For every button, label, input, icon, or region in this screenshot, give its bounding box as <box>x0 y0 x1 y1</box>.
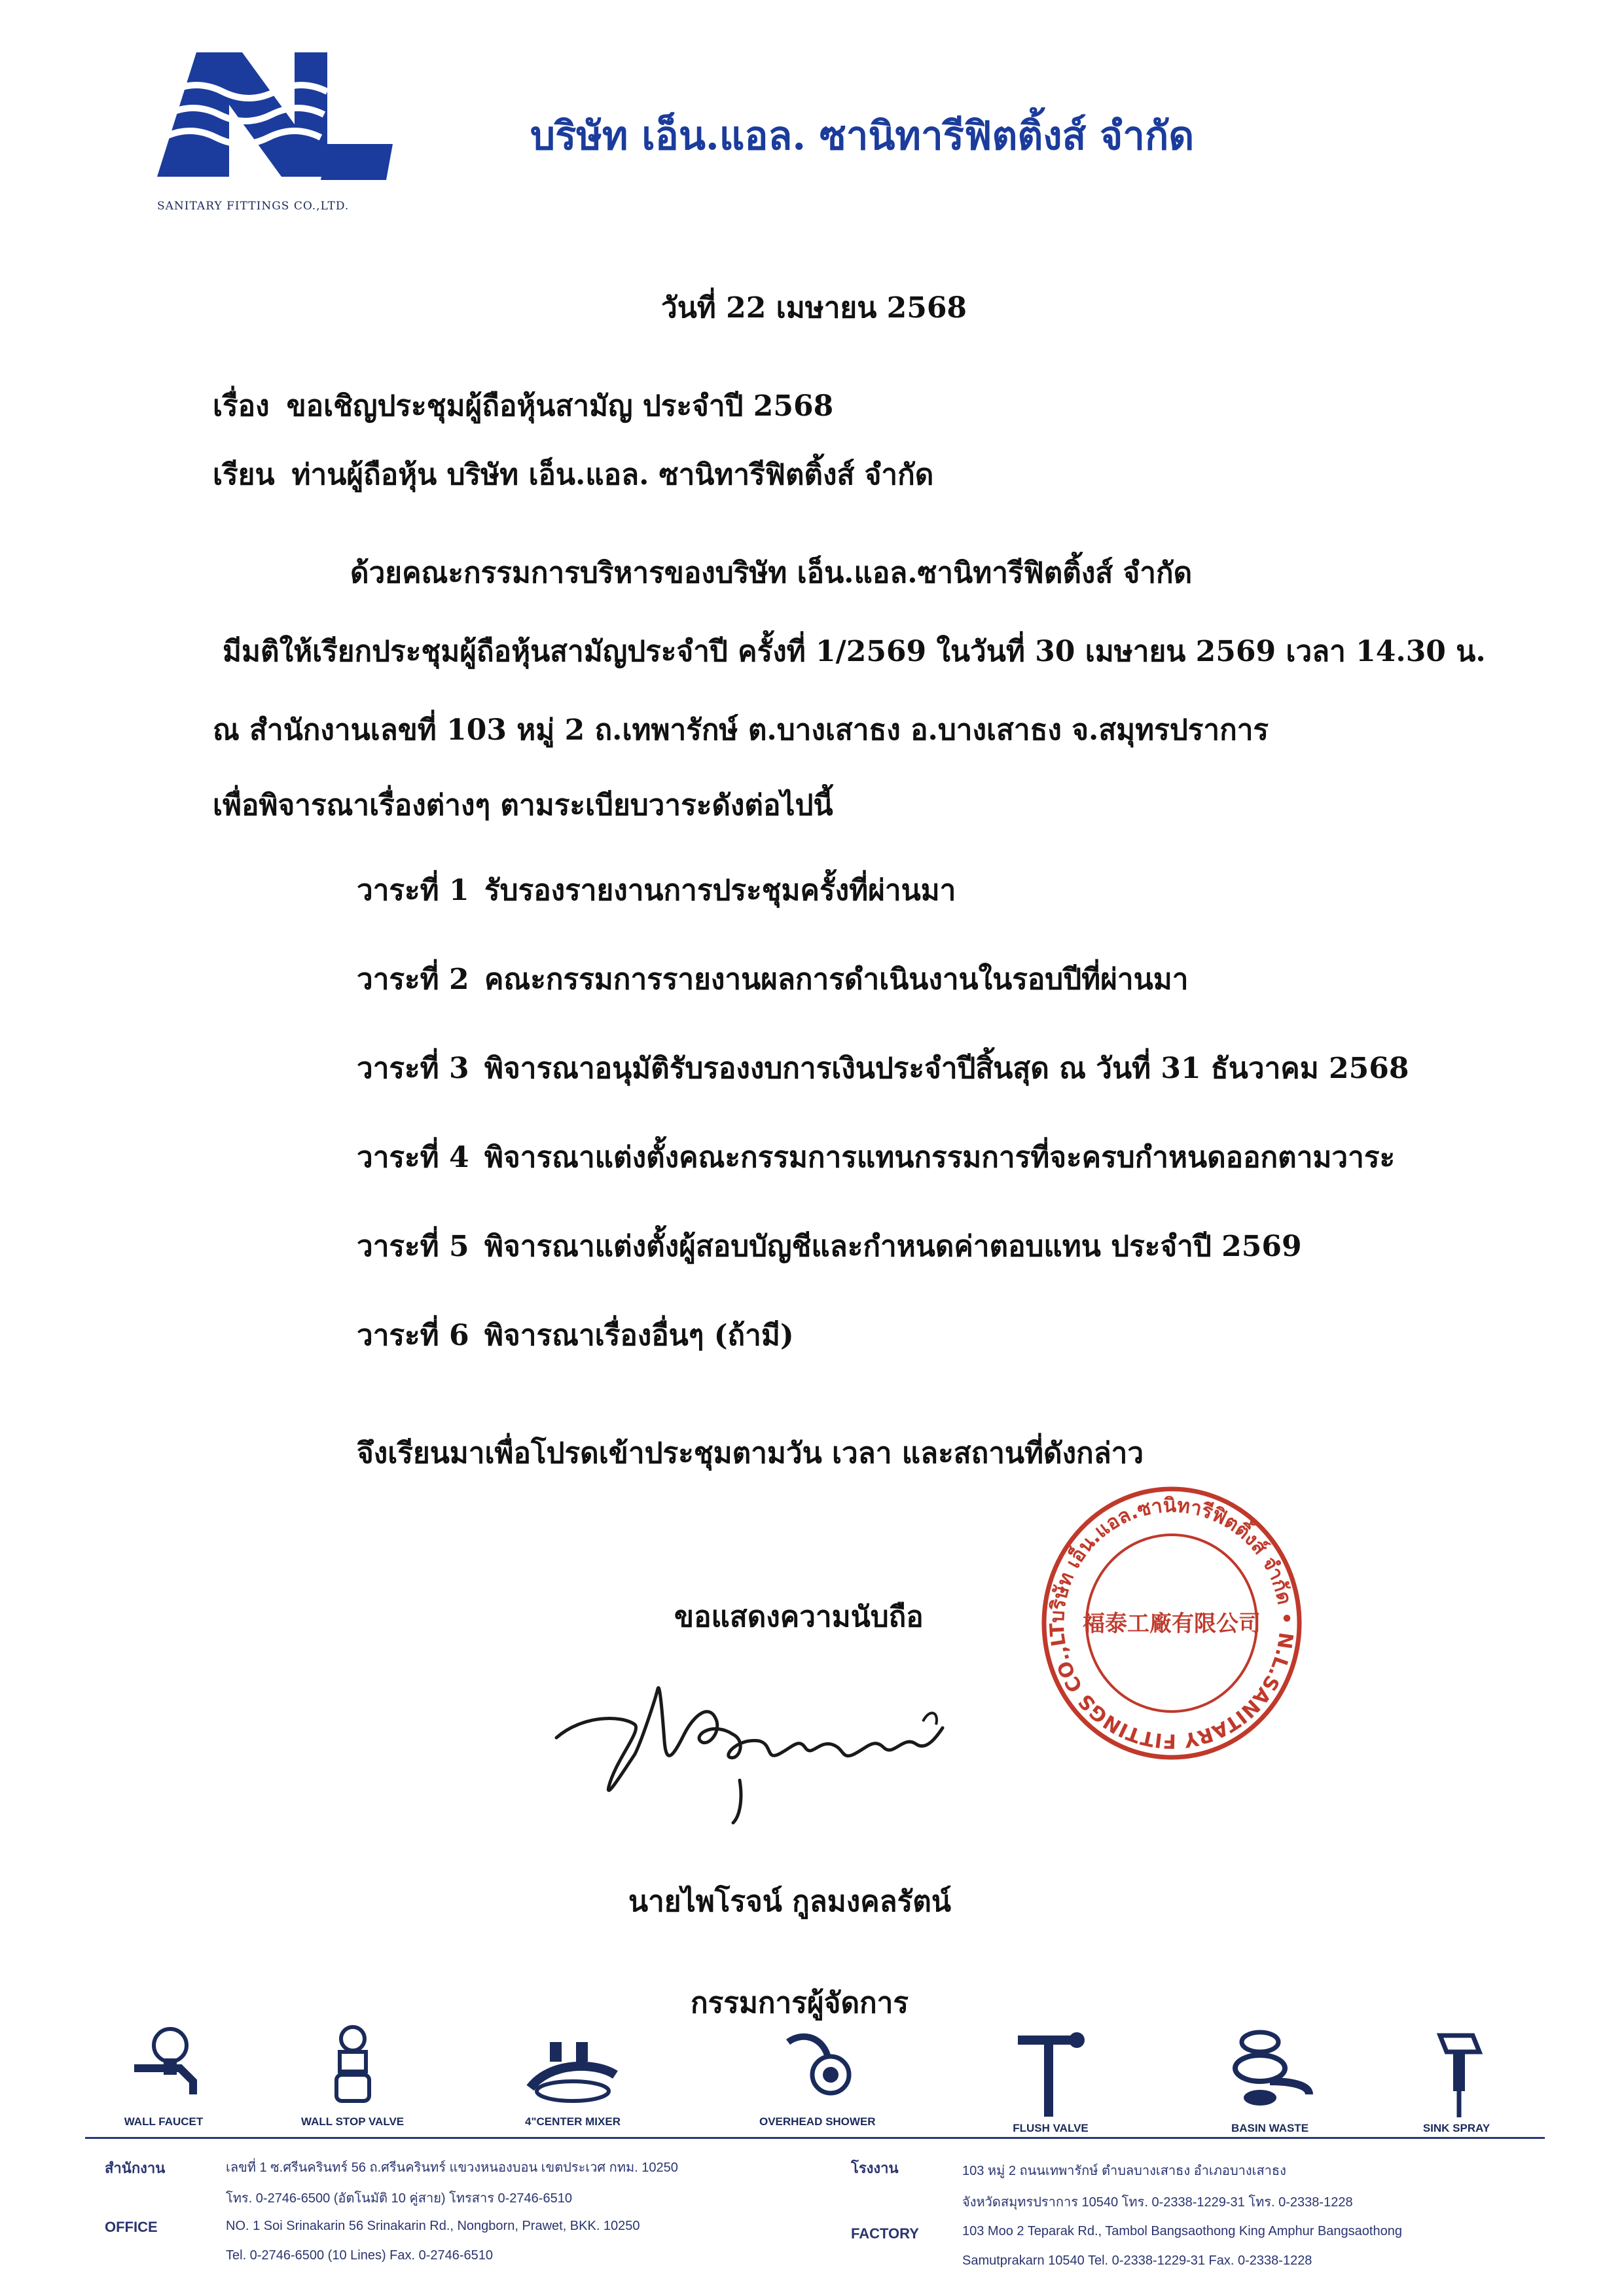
agenda-text: พิจารณาแต่งตั้งผู้สอบบัญชีและกำหนดค่าตอบแทน ประจำปี 2569 <box>484 1230 1302 1263</box>
signer-name: นายไพโรจน์ กูลมงคลรัตน์ <box>628 1885 951 1918</box>
overhead-shower-icon <box>775 2022 860 2114</box>
product-label: OVERHEAD SHOWER <box>759 2115 876 2128</box>
agenda-item <box>357 1312 1409 1401</box>
regards-text: ขอแสดงความนับถือ <box>674 1600 924 1634</box>
agenda-number: วาระที่ 4 <box>357 1141 469 1174</box>
center-mixer-icon <box>524 2022 622 2114</box>
closing-line: จึงเรียนมาเพื่อโปรดเข้าประชุมตามวัน เวลา และสถานที่ดังกล่าว <box>357 1437 1144 1470</box>
agenda-number: วาระที่ 6 <box>357 1319 469 1352</box>
agenda-text: คณะกรรมการรายงานผลการดำเนินงานในรอบปีที่ผ่านมา <box>484 963 1189 996</box>
product-center-mixer <box>524 2022 622 2128</box>
office-address-line: เลขที่ 1 ซ.ศรีนครินทร์ 56 ถ.ศรีนครินทร์ แขวงหนองบอน เขตประเวศ กทม. 10250 <box>226 2161 678 2175</box>
wall-faucet-icon <box>121 2022 206 2114</box>
seal-stamp-icon <box>1041 1486 1303 1761</box>
agenda-list <box>357 867 1409 1401</box>
recipient-row <box>213 452 933 497</box>
office-address-line: โทร. 0-2746-6500 (อัตโนมัติ 10 คู่สาย) โทรสาร 0-2746-6510 <box>226 2191 572 2206</box>
body-line: ณ สำนักงานเลขที่ 103 หมู่ 2 ถ.เทพารักษ์ ต.บางเสาธง อ.บางเสาธง จ.สมุทรปราการ <box>213 713 1269 747</box>
office-address-line: Tel. 0-2746-6500 (10 Lines) Fax. 0-2746-6510 <box>226 2248 494 2263</box>
logo-caption: SANITARY FITTINGS CO.,LTD. <box>157 200 350 213</box>
product-wall-stop-valve <box>301 2022 404 2128</box>
product-basin-waste <box>1224 2022 1316 2135</box>
product-label: WALL STOP VALVE <box>301 2115 405 2128</box>
product-label: BASIN WASTE <box>1231 2122 1309 2134</box>
footer-divider <box>85 2137 1545 2139</box>
factory-address-line: Samutprakarn 10540 Tel. 0-2338-1229-31 Fax. 0-2338-1228 <box>962 2253 1312 2268</box>
product-label: WALL FAUCET <box>124 2115 204 2128</box>
recipient-text: ท่านผู้ถือหุ้น บริษัท เอ็น.แอล. ซานิทารีฟิตติ้งส์ จำกัด <box>291 458 934 492</box>
body-line: ด้วยคณะกรรมการบริหารของบริษัท เอ็น.แอล.ซานิทารีฟิตติ้งส์ จำกัด <box>350 556 1193 590</box>
office-address-line: NO. 1 Soi Srinakarin 56 Srinakarin Rd., Nongborn, Prawet, BKK. 10250 <box>226 2219 640 2233</box>
office-label-th: สำนักงาน <box>105 2160 166 2176</box>
subject-label: เรื่อง <box>213 389 270 423</box>
agenda-text: พิจารณาแต่งตั้งคณะกรรมการแทนกรรมการที่จะครบกำหนดออกตามวาระ <box>484 1141 1396 1174</box>
agenda-item <box>357 956 1409 1045</box>
agenda-number: วาระที่ 2 <box>357 963 469 996</box>
agenda-item <box>357 867 1409 956</box>
seal-inner-text: 福泰工廠有限公司 <box>1083 1611 1261 1637</box>
company-seal <box>1041 1486 1303 1761</box>
subject-text: ขอเชิญประชุมผู้ถือหุ้นสามัญ ประจำปี 2568 <box>286 389 834 423</box>
signer-title: กรรมการผู้จัดการ <box>691 1986 909 2020</box>
product-label: 4"CENTER MIXER <box>525 2115 621 2128</box>
product-sink-spray <box>1414 2022 1499 2135</box>
recipient-label: เรียน <box>213 458 275 492</box>
basin-waste-icon <box>1224 2022 1316 2121</box>
flush-valve-icon <box>1008 2022 1093 2121</box>
factory-address-line: 103 หมู่ 2 ถนนเทพารักษ์ ตำบลบางเสาธง อำเภอบางเสาธง <box>962 2164 1286 2178</box>
agenda-item <box>357 1223 1409 1312</box>
sink-spray-icon <box>1414 2022 1499 2121</box>
letter-date: วันที่ 22 เมษายน 2568 <box>661 291 967 325</box>
product-label: SINK SPRAY <box>1422 2122 1490 2134</box>
agenda-number: วาระที่ 3 <box>357 1052 469 1085</box>
body-line: เพื่อพิจารณาเรื่องต่างๆ ตามระเบียบวาระดังต่อไปนี้ <box>213 789 833 822</box>
agenda-number: วาระที่ 5 <box>357 1230 469 1263</box>
handwritten-signature <box>543 1676 969 1839</box>
product-overhead-shower <box>759 2022 876 2128</box>
agenda-text: รับรองรายงานการประชุมครั้งที่ผ่านมา <box>484 874 956 907</box>
factory-address-line: จังหวัดสมุทรปราการ 10540 โทร. 0-2338-1229-31 โทร. 0-2338-1228 <box>962 2195 1353 2210</box>
product-strip <box>98 2022 1538 2140</box>
subject-row <box>213 383 833 429</box>
nl-logo-icon <box>157 46 393 190</box>
agenda-text: พิจารณาเรื่องอื่นๆ (ถ้ามี) <box>484 1319 794 1352</box>
factory-label-en: FACTORY <box>851 2225 919 2242</box>
agenda-text: พิจารณาอนุมัติรับรองงบการเงินประจำปีสิ้นสุด ณ วันที่ 31 ธันวาคม 2568 <box>484 1052 1409 1085</box>
agenda-item <box>357 1045 1409 1134</box>
body-line: มีมติให้เรียกประชุมผู้ถือหุ้นสามัญประจำปี ครั้งที่ 1/2569 ในวันที่ 30 เมษายน 2569 เวลา 14.30 น. <box>223 635 1486 668</box>
agenda-number: วาระที่ 1 <box>357 874 469 907</box>
wall-stop-valve-icon <box>310 2022 395 2114</box>
company-logo <box>157 46 393 223</box>
factory-address-line: 103 Moo 2 Teparak Rd., Tambol Bangsaothong King Amphur Bangsaothong <box>962 2224 1402 2238</box>
company-name-heading: บริษัท เอ็น.แอล. ซานิทารีฟิตติ้งส์ จำกัด <box>530 113 1195 159</box>
product-flush-valve <box>1008 2022 1093 2135</box>
factory-label-th: โรงงาน <box>851 2160 899 2176</box>
letterhead-footer <box>0 2147 1624 2278</box>
office-label-en: OFFICE <box>105 2219 158 2235</box>
seal-outer-text: บริษัท เอ็น.แอล.ซานิทารีฟิตติ้งส์ จำกัด • N.L.SANITARY FITTINGS CO.,LT <box>1045 1494 1298 1753</box>
agenda-item <box>357 1134 1409 1223</box>
product-label: FLUSH VALVE <box>1013 2122 1089 2134</box>
product-wall-faucet <box>121 2022 206 2128</box>
